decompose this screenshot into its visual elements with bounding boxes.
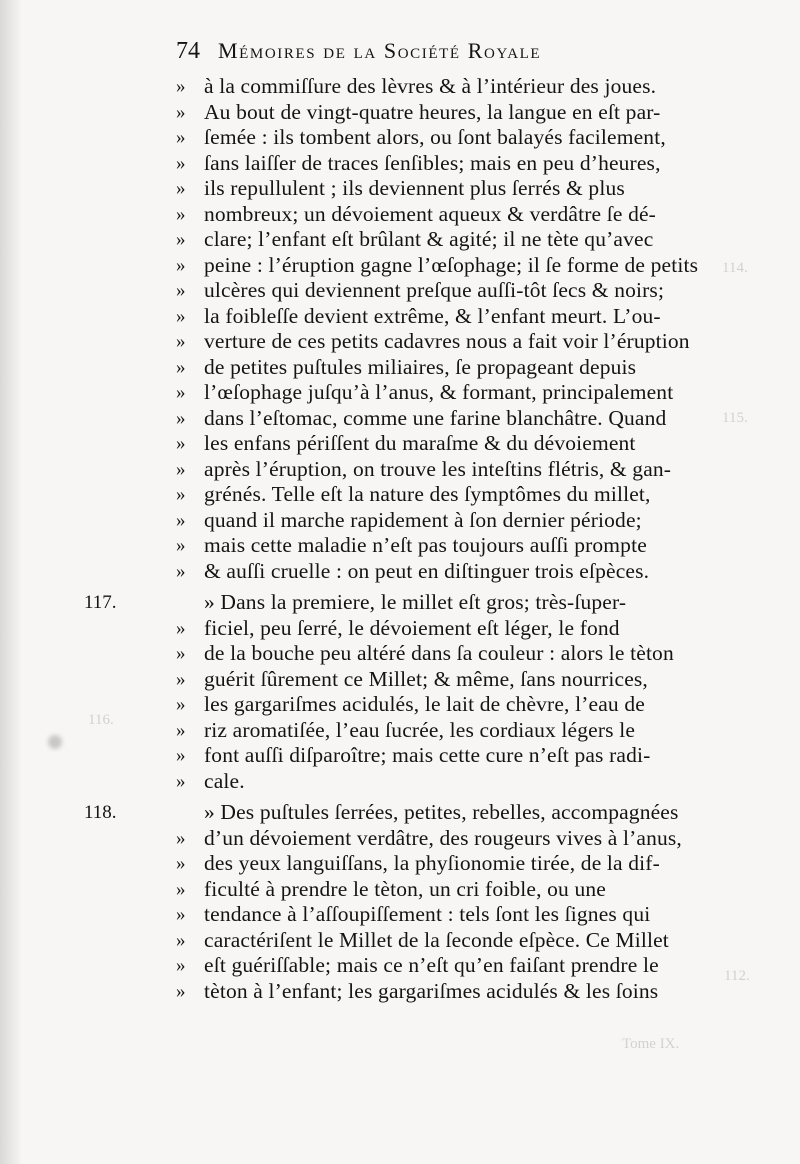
quotation-mark: » xyxy=(176,280,186,301)
text-line xyxy=(0,304,800,330)
text-line xyxy=(0,355,800,381)
text-line xyxy=(0,769,800,795)
text-line xyxy=(0,877,800,903)
line-text: font auſſi diſparoître; mais cette cure n’eſt pas radi- xyxy=(204,743,651,767)
show-through-mark: 116. xyxy=(88,712,114,728)
page-header xyxy=(176,38,736,72)
quotation-mark: » xyxy=(176,331,186,352)
line-text: ſans laiſſer de traces ſenſibles; mais en peu d’heures, xyxy=(204,150,661,175)
line-text: des yeux languiſſans, la phyſionomie tirée, de la dif- xyxy=(204,851,660,875)
line-text: ficulté à prendre le tèton, un cri foible, ou une xyxy=(204,876,606,901)
line-text: d’un dévoiement verdâtre, des rougeurs vives à l’anus, xyxy=(204,825,682,850)
quotation-mark: » xyxy=(176,694,186,715)
quotation-mark: » xyxy=(176,643,186,664)
quotation-mark: » xyxy=(176,719,186,741)
text-line xyxy=(0,125,800,151)
quotation-mark: » xyxy=(176,955,186,976)
section-number: 117. xyxy=(84,592,117,613)
quotation-mark: » xyxy=(176,878,186,900)
line-text: ficiel, peu ſerré, le dévoiement eſt léger, le fond xyxy=(204,615,620,640)
text-line xyxy=(0,457,800,483)
quotation-mark: » xyxy=(176,535,186,556)
quotation-mark: » xyxy=(176,178,186,199)
line-text: de petites puſtules miliaires, ſe propageant depuis xyxy=(204,354,637,379)
line-text: après l’éruption, on trouve les inteſtins flétris, & gan- xyxy=(204,456,672,481)
show-through-mark: 115. xyxy=(722,410,748,426)
text-line xyxy=(0,431,800,457)
text-line xyxy=(0,718,800,744)
running-title: Mémoires de la Société Royale xyxy=(218,38,542,63)
show-through-mark: Tome IX. xyxy=(622,1036,680,1052)
text-line xyxy=(0,406,800,432)
body-text xyxy=(0,74,800,1004)
show-through-mark: 112. xyxy=(724,968,750,984)
text-line xyxy=(0,953,800,979)
line-text: » Dans la premiere, le millet eſt gros; très-ſuper- xyxy=(204,590,627,614)
line-text: dans l’eſtomac, comme une farine blanchâtre. Quand xyxy=(204,405,667,430)
quotation-mark: » xyxy=(176,904,186,925)
text-line xyxy=(0,227,800,253)
line-text: à la commiſſure des lèvres & à l’intérieur des joues. xyxy=(204,74,657,98)
line-text: cale. xyxy=(204,768,245,793)
text-line xyxy=(0,253,800,279)
line-text: peine : l’éruption gagne l’œſophage; il ſe forme de petits xyxy=(204,252,699,277)
text-line xyxy=(0,482,800,508)
quotation-mark: » xyxy=(176,254,186,276)
text-line xyxy=(0,928,800,954)
text-line xyxy=(0,800,800,826)
text-line xyxy=(0,743,800,769)
continued-paragraph xyxy=(0,74,800,584)
text-line xyxy=(0,100,800,126)
line-text: riz aromatiſée, l’eau ſucrée, les cordiaux légers le xyxy=(204,717,636,742)
quotation-mark: » xyxy=(176,203,186,225)
text-line xyxy=(0,902,800,928)
text-line xyxy=(0,851,800,877)
line-text: eſt guériſſable; mais ce n’eſt qu’en faiſant prendre le xyxy=(204,953,659,977)
quotation-mark: » xyxy=(176,305,186,327)
line-text: caractériſent le Millet de la ſeconde eſpèce. Ce Millet xyxy=(204,927,669,952)
line-text: ils repullulent ; ils deviennent plus ſerrés & plus xyxy=(204,176,625,200)
quotation-mark: » xyxy=(176,152,186,174)
quotation-mark: » xyxy=(176,853,186,874)
line-text: tèton à l’enfant; les gargariſmes acidulés & les ſoins xyxy=(204,978,659,1003)
quotation-mark: » xyxy=(176,458,186,480)
quotation-mark: » xyxy=(176,229,186,250)
section-number: 118. xyxy=(84,802,117,823)
quotation-mark: » xyxy=(176,668,186,690)
section-117 xyxy=(0,590,800,794)
quotation-mark: » xyxy=(176,617,186,639)
text-line xyxy=(0,202,800,228)
line-text: guérit ſûrement ce Millet; & même, ſans nourrices, xyxy=(204,666,648,691)
line-text: ſemée : ils tombent alors, ou ſont balayés facilement, xyxy=(204,125,666,149)
quotation-mark: » xyxy=(176,101,186,123)
line-text: quand il marche rapidement à ſon dernier période; xyxy=(204,507,642,532)
text-line xyxy=(0,508,800,534)
quotation-mark: » xyxy=(176,509,186,531)
line-text: mais cette maladie n’eſt pas toujours auſſi prompte xyxy=(204,533,647,557)
line-text: & auſſi cruelle : on peut en diſtinguer trois eſpèces. xyxy=(204,558,650,583)
line-text: les enfans périſſent du maraſme & du dévoiement xyxy=(204,431,636,455)
page-number: 74 xyxy=(176,38,200,64)
text-line xyxy=(0,176,800,202)
text-line xyxy=(0,590,800,616)
quotation-mark: » xyxy=(176,484,186,505)
line-text: clare; l’enfant eſt brûlant & agité; il ne tète qu’avec xyxy=(204,227,654,251)
line-text: tendance à l’aſſoupiſſement : tels ſont les ſignes qui xyxy=(204,902,651,926)
text-line xyxy=(0,667,800,693)
line-text: de la bouche peu altéré dans ſa couleur : alors le tèton xyxy=(204,641,674,665)
quotation-mark: » xyxy=(176,356,186,378)
quotation-mark: » xyxy=(176,827,186,849)
text-line xyxy=(0,616,800,642)
line-text: ulcères qui deviennent preſque auſſi-tôt ſecs & noirs; xyxy=(204,278,665,302)
text-line xyxy=(0,380,800,406)
text-line xyxy=(0,979,800,1005)
section-118 xyxy=(0,800,800,1004)
text-line xyxy=(0,151,800,177)
quotation-mark: » xyxy=(176,770,186,792)
quotation-mark: » xyxy=(176,929,186,951)
quotation-mark: » xyxy=(176,382,186,403)
text-line xyxy=(0,329,800,355)
line-text: la foibleſſe devient extrême, & l’enfant meurt. L’ou- xyxy=(204,303,661,328)
line-text: » Des puſtules ſerrées, petites, rebelles, accompagnées xyxy=(204,800,679,824)
quotation-mark: » xyxy=(176,560,186,582)
line-text: les gargariſmes acidulés, le lait de chèvre, l’eau de xyxy=(204,692,645,716)
quotation-mark: » xyxy=(176,76,186,97)
text-line xyxy=(0,533,800,559)
text-line xyxy=(0,278,800,304)
line-text: grénés. Telle eſt la nature des ſymptômes du millet, xyxy=(204,482,651,506)
quotation-mark: » xyxy=(176,433,186,454)
text-line xyxy=(0,692,800,718)
text-line xyxy=(0,826,800,852)
text-line xyxy=(0,559,800,585)
quotation-mark: » xyxy=(176,980,186,1002)
quotation-mark: » xyxy=(176,127,186,148)
text-line xyxy=(0,74,800,100)
show-through-mark: 114. xyxy=(722,260,748,276)
line-text: l’œſophage juſqu’à l’anus, & formant, principalement xyxy=(204,380,674,404)
line-text: verture de ces petits cadavres nous a fait voir l’éruption xyxy=(204,329,690,353)
quotation-mark: » xyxy=(176,407,186,429)
line-text: nombreux; un dévoiement aqueux & verdâtre ſe dé- xyxy=(204,201,656,226)
quotation-mark: » xyxy=(176,745,186,766)
text-line xyxy=(0,641,800,667)
line-text: Au bout de vingt-quatre heures, la langue en eſt par- xyxy=(204,99,661,124)
